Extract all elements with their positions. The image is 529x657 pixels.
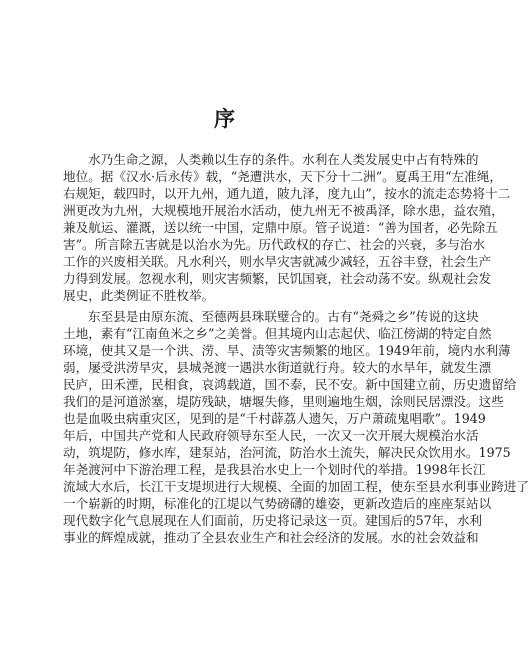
paragraph-1-line-3: 右规矩，载四时，以开九州，通九道，陂九泽，度九山”，按水的流走态势将十二 (63, 186, 511, 201)
paragraph-2-line-8: 年后，中国共产党和人民政府领导东至人民，一次又一次开展大规模治水活 (63, 428, 479, 443)
paragraph-2-line-10: 年尧渡河中下游治理工程，是我县治水史上一个划时代的举措。1998年长江 (63, 462, 486, 477)
paragraph-1-line-4: 洲更改为九州，大规模地开展治水活动，使九州无不被禹泽，除水患，益农殖， (63, 203, 504, 218)
paragraph-1-line-2: 地位。据《汉水·后永传》载，“尧遭洪水，天下分十二洲”。夏禹王用“左准绳， (63, 169, 502, 184)
paragraph-1-line-1: 水乃生命之源，人类赖以生存的条件。水利在人类发展史中占有特殊的 (88, 152, 479, 167)
paragraph-2-line-5: 民庐，田禾湮，民相食，哀鸿载道，国不泰，民不安。新中国建立前，历史遗留给 (63, 377, 517, 392)
page-title: 序 (214, 106, 236, 131)
paragraph-2-line-7: 也是血吸虫病重灾区，见到的是“千村薜荔人遗矢，万户萧疏鬼唱歌”。1949 (63, 411, 486, 426)
paragraph-1-line-7: 工作的兴废相关联。凡水利兴，则水旱灾害就减少减轻，五谷丰登，社会生产 (63, 254, 492, 269)
paragraph-1-line-8: 力得到发展。忽视水利，则灾害频繁，民饥国衰，社会动荡不安。纵观社会发 (63, 271, 492, 286)
paragraph-1-line-9: 展史，此类例证不胜枚举。 (63, 288, 215, 303)
paragraph-2-line-14: 事业的辉煌成就，推动了全县农业生产和社会经济的发展。水的社会效益和 (63, 530, 479, 545)
paragraph-2-line-11: 流域大水后，长江干支堤坝进行大规模、全面的加固工程，使东至县水利事业跨进了 (63, 479, 529, 494)
paragraph-2-line-1: 东至县是由原东流、至德两县珠联璧合的。古有“尧舜之乡”传说的这块 (88, 309, 479, 324)
paragraph-2-line-13: 现代数字化气息展现在人们面前，历史将记录这一页。建国后的57年，水利 (63, 513, 483, 528)
paragraph-1-line-5: 兼及航运、灌溉，送以统一中国，定鼎中原。管子说道：“善为国者，必先除五 (63, 220, 498, 235)
paragraph-1-line-6: 害”。所言除五害就是以治水为先。历代政权的存亡、社会的兴衰，多与治水 (63, 237, 486, 252)
paragraph-2-line-2: 土地，素有“江南鱼米之乡”之美誉。但其境内山志起伏、临江傍湖的特定自然 (63, 326, 492, 341)
paragraph-2-line-6: 我们的是河道淤塞，堤防残缺，塘堰失修，里则遍地生烟，涂则民居漂没。这些 (63, 394, 504, 409)
paragraph-2-line-9: 动，筑堤防，修水库，建泵站，治河流，防治水土流失，解决民众饮用水。1975 (63, 445, 511, 460)
paragraph-2-line-4: 弱，屡受洪涝旱灾，县城尧渡一遇洪水街道就行舟。较大的水旱年，就发生漂 (63, 360, 492, 375)
paragraph-2-line-12: 一个崭新的时期，标准化的江堤以气势磅礴的雄姿，更新改造后的座座泵站以 (63, 496, 492, 511)
paragraph-2-line-3: 环境，使其又是一个洪、涝、旱、渍等灾害频繁的地区。1949年前，境内水利薄 (63, 343, 511, 358)
